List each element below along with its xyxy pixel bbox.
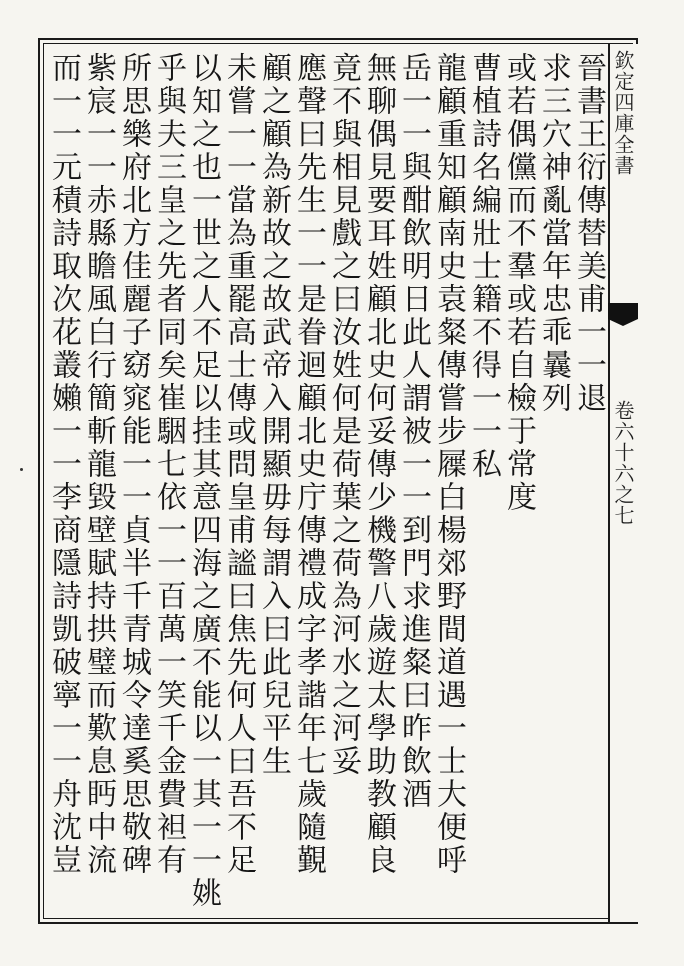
text-column: 顧之顧為新故之故武帝入開顯毋每謂入曰此兒平生 [256, 52, 291, 778]
text-column: 竟不與相見戲之曰汝姓何是荷葉之荷為河水之河妥 [326, 52, 361, 778]
text-column: 乎與夫三皇之先者同矣崔駰七依一一百萬一笑千金費袒有 [151, 52, 186, 877]
text-column: 以知之也一世之人不足以挂其意四海之廣不能以一其一一姚 [186, 52, 221, 910]
text-column: 求三穴神亂當年忠乖曩列 [536, 52, 571, 415]
margin-volume: 卷六十六之七 [611, 400, 635, 526]
text-column: 晉書王衍傳替美甫一一退 [571, 52, 606, 415]
text-column: 或若偶儻而不羣或若自檢于常度 [501, 52, 536, 514]
fishtail-mark [608, 303, 638, 319]
ink-speck [20, 468, 23, 471]
text-column: 曹植詩名編壯士籍不得一一私 [466, 52, 501, 481]
text-column: 應聲曰先生一一是眷迴顧北史庁傳禮成字孝諧年七歲隨覲 [291, 52, 326, 877]
text-column: 紫宸一一赤縣瞻風白行簡斬龍毀壁賦持拱璧而歎息眄中流 [81, 52, 116, 877]
text-column: 未嘗一一當為重罷高士傳或問皇甫謐曰焦先何人曰吾不足 [221, 52, 256, 877]
text-column: 龍顧重知顧南史袁粲傳嘗步屧白楊郊野間道遇一士大便呼 [431, 52, 466, 877]
text-column: 岳一一與酣飲明日此人謂被一一到門求進粲曰昨飲酒 [396, 52, 431, 811]
text-column: 所思樂府北方佳麗子窈窕能一一貞半千青城令達奚思敬碑 [116, 52, 151, 877]
margin-title: 欽定四庫全書 [611, 50, 635, 176]
text-column: 而一一元積詩取次花叢嬾一一李商隱詩凱破寧一一舟沈豈 [46, 52, 81, 877]
text-column: 無聊偶見要耳姓顧北史何妥傳少機警八歲遊太學助教顧良 [361, 52, 396, 877]
